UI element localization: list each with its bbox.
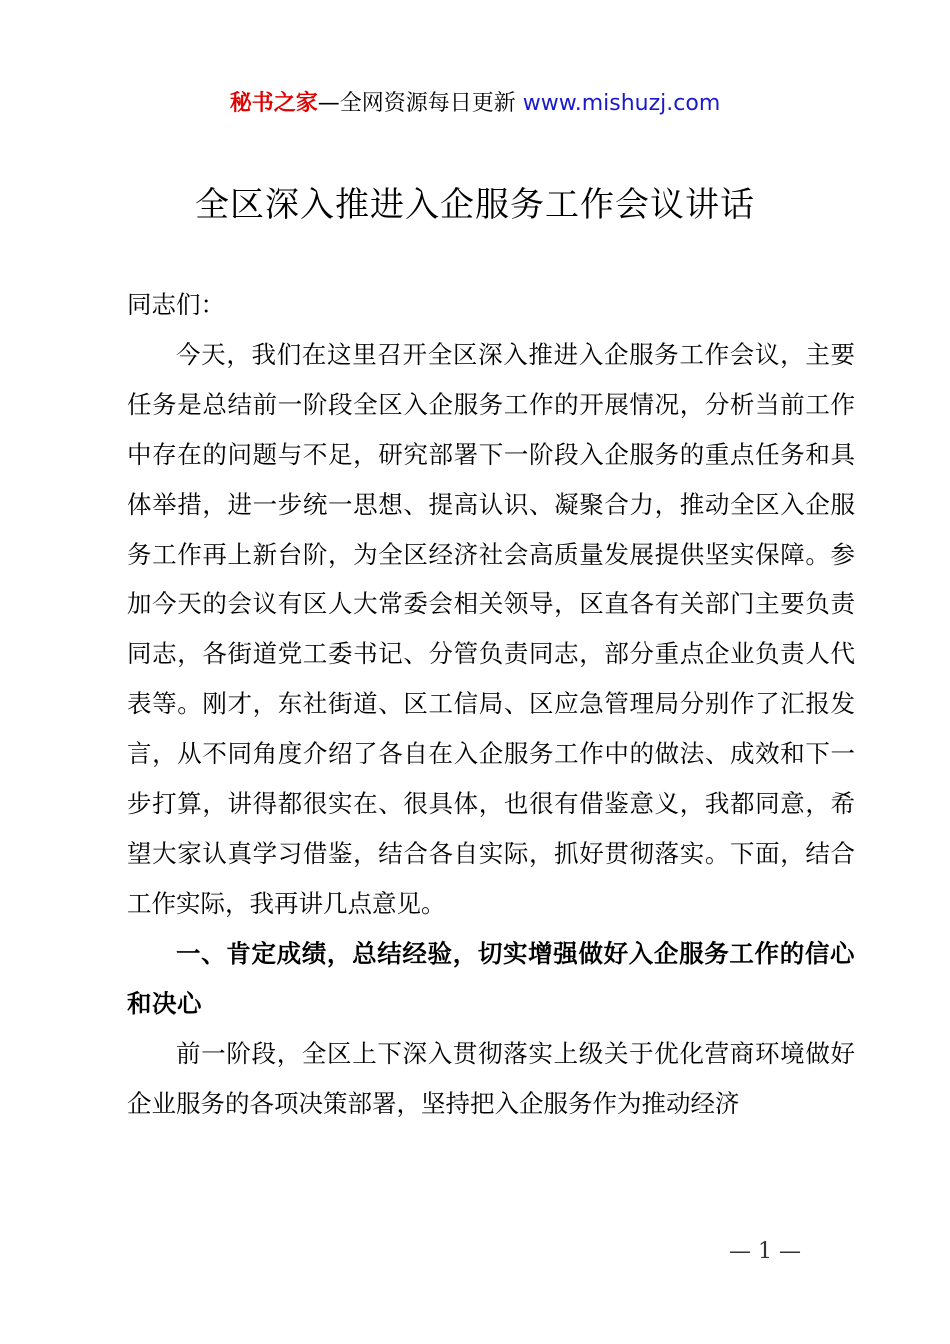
section-heading-1: 一、肯定成绩，总结经验，切实增强做好入企服务工作的信心和决心 bbox=[127, 938, 855, 1018]
document-title: 全区深入推进入企服务工作会议讲话 bbox=[195, 185, 755, 225]
brand-name: 秘书之家 bbox=[229, 91, 318, 116]
page-number: — 1 — bbox=[729, 1239, 801, 1264]
site-header bbox=[0, 86, 950, 122]
document-body bbox=[127, 280, 855, 1128]
site-url[interactable]: www.mishuzj.com bbox=[522, 91, 721, 116]
header-tagline: —全网资源每日更新 bbox=[317, 91, 523, 116]
salutation: 同志们： bbox=[127, 290, 225, 319]
paragraph-section-1: 前一阶段，全区上下深入贯彻落实上级关于优化营商环境做好企业服务的各项决策部署，坚持把入企服务作为推动经济 bbox=[127, 1038, 855, 1118]
paragraph-opening: 今天，我们在这里召开全区深入推进入企服务工作会议，主要任务是总结前一阶段全区入企服务工作的开展情况，分析当前工作中存在的问题与不足，研究部署下一阶段入企服务的重点任务和具体举措，进一步统一思想、提高认识、凝聚合力，推动全区入企服务工作再上新台阶，为全区经济社会高质量发展提供坚实保障。参加今天的会议有区人大常委会相关领导，区直各有关部门主要负责同志，各街道党工委书记、分管负责同志，部分重点企业负责人代表等。刚才，东社街道、区工信局、区应急管理局分别作了汇报发言，从不同角度介绍了各自在入企服务工作中的做法、成效和下一步打算，讲得都很实在、很具体，也很有借鉴意义，我都同意，希望大家认真学习借鉴，结合各自实际，抓好贯彻落实。下面，结合工作实际，我再讲几点意见。 bbox=[127, 339, 855, 918]
